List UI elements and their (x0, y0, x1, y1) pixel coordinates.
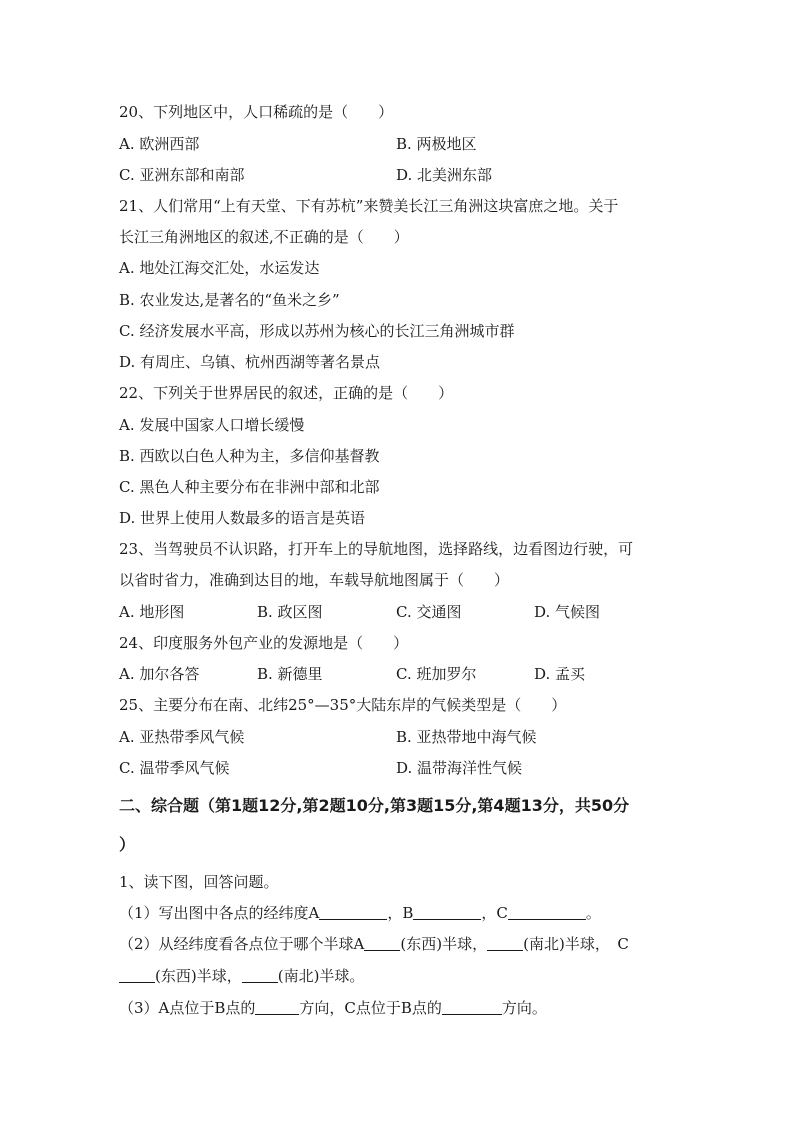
option-c: C. 班加罗尔 (396, 665, 477, 683)
question-22-option-c: C. 黑色人种主要分布在非洲中部和北部 (119, 478, 380, 496)
part1-text-a: （1）写出图中各点的经纬度A (119, 904, 320, 922)
option-d: D. 孟买 (534, 665, 586, 683)
comp-question-1-part2-line2 (119, 966, 684, 986)
question-21-option-b: B. 农业发达,是著名的“鱼米之乡” (119, 291, 340, 309)
question-25-stem: 25、主要分布在南、北纬25°—35°大陆东岸的气候类型是（ ） (119, 696, 567, 714)
part2-text-e: (南北)半球。 (277, 967, 365, 985)
part3-text-c: 方向。 (501, 999, 547, 1017)
question-23-stem-line2: 以省时省力，准确到达目的地，车载导航地图属于（ ） (119, 571, 510, 589)
option-a: A. 加尔各答 (119, 665, 200, 683)
answer-blank-c-ew[interactable] (119, 968, 155, 983)
question-21-option-a: A. 地处江海交汇处，水运发达 (119, 259, 320, 277)
question-23-stem-line1: 23、当驾驶员不认识路，打开车上的导航地图，选择路线，边看图边行驶，可 (119, 540, 634, 558)
question-21-stem-line1: 21、人们常用“上有天堂、下有苏杭”来赞美长江三角洲这块富庶之地。关于 (119, 197, 619, 215)
question-22-option-d: D. 世界上使用人数最多的语言是英语 (119, 509, 366, 527)
answer-blank-a-ns[interactable] (487, 936, 523, 951)
option-a: A. 亚热带季风气候 (119, 728, 245, 746)
section-2-heading-line1: 二、综合题（第1题12分,第2题10分,第3题15分,第4题13分，共50分 (119, 796, 630, 815)
part2-text-b: (东西)半球， (400, 935, 488, 953)
part2-text-d: (东西)半球， (155, 967, 242, 985)
question-22-option-b: B. 西欧以白色人种为主，多信仰基督教 (119, 447, 380, 465)
part1-text-c: ，C (481, 904, 508, 922)
question-22-stem: 22、下列关于世界居民的叙述，正确的是（ ） (119, 384, 454, 402)
answer-blank-c-coords[interactable] (508, 905, 586, 920)
question-22-option-a: A. 发展中国家人口增长缓慢 (119, 416, 305, 434)
part2-text-a: （2）从经纬度看各点位于哪个半球A (119, 935, 365, 953)
answer-blank-a-ew[interactable] (364, 936, 400, 951)
option-b: B. 两极地区 (396, 135, 477, 153)
option-a: A. 地形图 (119, 603, 185, 621)
option-b: B. 新德里 (257, 665, 323, 683)
part2-text-c: (南北)半球， C (523, 935, 629, 953)
option-d: D. 气候图 (534, 603, 601, 621)
comp-question-1-part2-line1 (119, 934, 684, 954)
option-c: C. 交通图 (396, 603, 462, 621)
answer-blank-c-direction[interactable] (442, 1000, 502, 1015)
comp-question-1-part1 (119, 903, 684, 923)
part3-text-b: 方向，C点位于B点的 (299, 999, 442, 1017)
option-c: C. 亚洲东部和南部 (119, 166, 245, 184)
section-2-heading-line2: ） (119, 835, 136, 854)
option-b: B. 亚热带地中海气候 (396, 728, 537, 746)
part1-text-end: 。 (585, 904, 601, 922)
question-20-stem: 20、下列地区中，人口稀疏的是（ ） (119, 103, 394, 121)
option-c: C. 温带季风气候 (119, 759, 230, 777)
option-d: D. 北美洲东部 (396, 166, 493, 184)
answer-blank-b-coords[interactable] (413, 905, 481, 920)
option-d: D. 温带海洋性气候 (396, 759, 523, 777)
answer-blank-a-coords[interactable] (319, 905, 387, 920)
question-21-option-c: C. 经济发展水平高，形成以苏州为核心的长江三角洲城市群 (119, 322, 515, 340)
answer-blank-a-direction[interactable] (255, 1000, 299, 1015)
option-a: A. 欧洲西部 (119, 135, 200, 153)
option-b: B. 政区图 (257, 603, 323, 621)
question-21-stem-line2: 长江三角洲地区的叙述,不正确的是（ ） (119, 228, 409, 246)
question-24-stem: 24、印度服务外包产业的发源地是（ ） (119, 634, 409, 652)
question-21-option-d: D. 有周庄、乌镇、杭州西湖等著名景点 (119, 353, 381, 371)
comp-question-1-intro: 1、读下图，回答问题。 (119, 873, 279, 891)
answer-blank-c-ns[interactable] (242, 968, 278, 983)
part1-text-b: ，B (387, 904, 414, 922)
part3-text-a: （3）A点位于B点的 (119, 999, 256, 1017)
comp-question-1-part3 (119, 998, 684, 1018)
